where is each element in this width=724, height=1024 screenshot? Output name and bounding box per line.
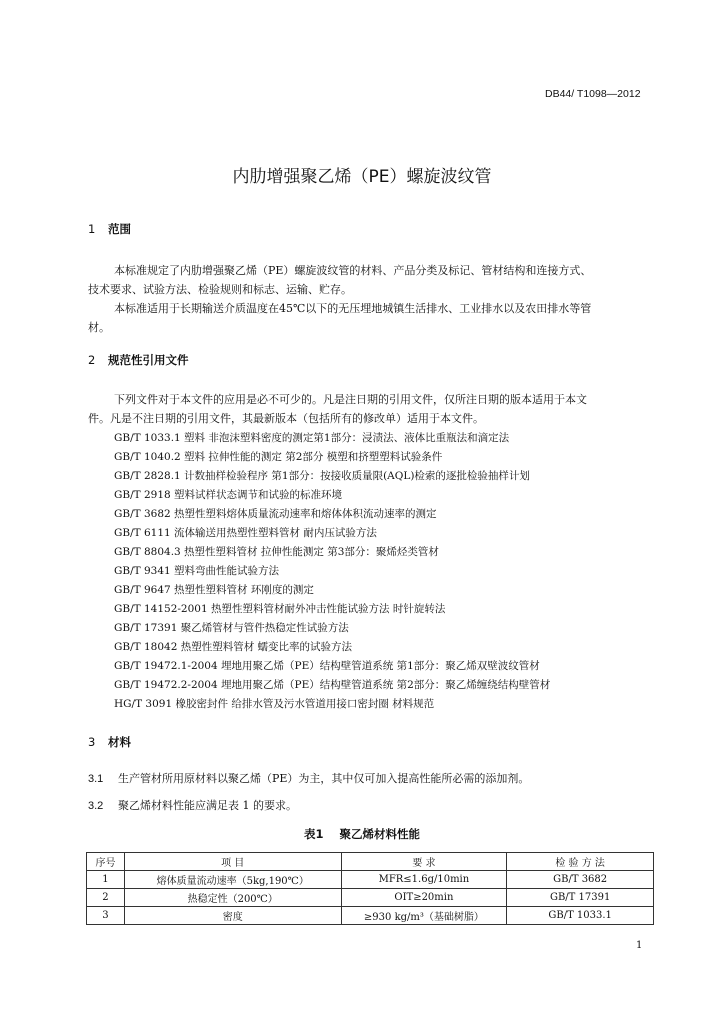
clause-3-1 <box>88 770 529 786</box>
table-cell: 3 <box>87 907 125 925</box>
clause-number: 3.2 <box>88 800 104 812</box>
table-header-row <box>87 853 654 871</box>
reference-item: GB/T 1033.1 塑料 非泡沫塑料密度的测定第1部分：浸渍法、液体比重瓶法和滴定法 <box>114 432 510 444</box>
scope-paragraph-2-line-1: 本标准适用于长期输送介质温度在45℃以下的无压埋地城镇生活排水、工业排水以及农田排水等管 <box>114 302 592 315</box>
standard-code: DB44/ T1098—2012 <box>545 88 641 100</box>
table-cell: GB/T 3682 <box>507 871 654 889</box>
clause-number: 3.1 <box>88 773 104 785</box>
norm-intro-line-2: 件。凡是不注日期的引用文件，其最新版本（包括所有的修改单）适用于本文件。 <box>88 412 484 425</box>
table-caption-title: 聚乙烯材料性能 <box>339 827 420 841</box>
table-cell: GB/T 17391 <box>507 889 654 907</box>
document-title: 内肋增强聚乙烯（PE）螺旋波纹管 <box>232 167 492 187</box>
table-cell: MFR≤1.6g/10min <box>341 871 507 889</box>
reference-item: GB/T 17391 聚乙烯管材与管件热稳定性试验方法 <box>114 622 349 634</box>
reference-item: GB/T 3682 热塑性塑料熔体质量流动速率和熔体体积流动速率的测定 <box>114 508 437 520</box>
scope-paragraph-1-line-2: 技术要求、试验方法、检验规则和标志、运输、贮存。 <box>88 283 352 296</box>
table-cell: OIT≥20min <box>341 889 507 907</box>
reference-item: GB/T 1040.2 塑料 拉伸性能的测定 第2部分 模塑和挤塑塑料试验条件 <box>114 451 443 463</box>
scope-paragraph-2-line-2: 材。 <box>88 321 110 334</box>
reference-item: GB/T 9647 热塑性塑料管材 环刚度的测定 <box>114 584 314 596</box>
reference-item: GB/T 8804.3 热塑性塑料管材 拉伸性能测定 第3部分：聚烯烃类管材 <box>114 546 439 558</box>
reference-item: GB/T 6111 流体输送用热塑性塑料管材 耐内压试验方法 <box>114 527 377 539</box>
clause-text: 生产管材所用原材料以聚乙烯（PE）为主，其中仅可加入提高性能所必需的添加剂。 <box>118 772 530 785</box>
norm-intro-line-1: 下列文件对于本文件的应用是必不可少的。凡是注日期的引用文件，仅所注日期的版本适用于本文 <box>114 393 587 406</box>
header-cell: 检 验 方 法 <box>507 853 654 871</box>
table-row <box>87 889 654 907</box>
reference-item: GB/T 14152-2001 热塑性塑料管材耐外冲击性能试验方法 时针旋转法 <box>114 603 446 615</box>
clause-text: 聚乙烯材料性能应满足表 1 的要求。 <box>118 799 297 812</box>
table-cell: ≥930 kg/m³（基础树脂） <box>341 907 507 925</box>
table-cell: 2 <box>87 889 125 907</box>
table-cell: 密度 <box>124 907 341 925</box>
table-cell: GB/T 1033.1 <box>507 907 654 925</box>
section-number: 1 <box>88 222 96 236</box>
table-row <box>87 871 654 889</box>
reference-item: GB/T 19472.2-2004 埋地用聚乙烯（PE）结构壁管道系统 第2部分：聚乙烯缠绕结构壁管材 <box>114 679 551 691</box>
table-row <box>87 907 654 925</box>
page-number: 1 <box>636 940 643 951</box>
reference-item: GB/T 18042 热塑性塑料管材 蠕变比率的试验方法 <box>114 641 353 653</box>
section-number: 2 <box>88 353 96 367</box>
section-2-heading <box>88 352 189 368</box>
clause-3-2 <box>88 797 297 813</box>
header-cell: 项 目 <box>124 853 341 871</box>
section-1-heading <box>88 221 131 237</box>
table-caption <box>0 826 724 842</box>
table-cell: 1 <box>87 871 125 889</box>
section-3-heading <box>88 734 131 750</box>
table-caption-number: 表1 <box>303 827 324 841</box>
reference-item: GB/T 2828.1 计数抽样检验程序 第1部分：按接收质量限(AQL)检索的逐批检验抽样计划 <box>114 470 530 482</box>
reference-item: GB/T 9341 塑料弯曲性能试验方法 <box>114 565 280 577</box>
header-cell: 要 求 <box>341 853 507 871</box>
reference-item: HG/T 3091 橡胶密封件 给排水管及污水管道用接口密封圈 材料规范 <box>114 698 435 710</box>
section-title: 材料 <box>108 735 131 749</box>
section-title: 规范性引用文件 <box>108 353 189 367</box>
scope-paragraph-1-line-1: 本标准规定了内肋增强聚乙烯（PE）螺旋波纹管的材料、产品分类及标记、管材结构和连接方式、 <box>114 264 592 277</box>
table-cell: 熔体质量流动速率（5kg,190℃） <box>124 871 341 889</box>
reference-item: GB/T 2918 塑料试样状态调节和试验的标准环境 <box>114 489 343 501</box>
materials-table <box>86 852 654 925</box>
reference-item: GB/T 19472.1-2004 埋地用聚乙烯（PE）结构壁管道系统 第1部分：聚乙烯双壁波纹管材 <box>114 660 540 672</box>
section-title: 范围 <box>108 222 131 236</box>
header-cell: 序号 <box>87 853 125 871</box>
table-cell: 热稳定性（200℃） <box>124 889 341 907</box>
section-number: 3 <box>88 735 96 749</box>
